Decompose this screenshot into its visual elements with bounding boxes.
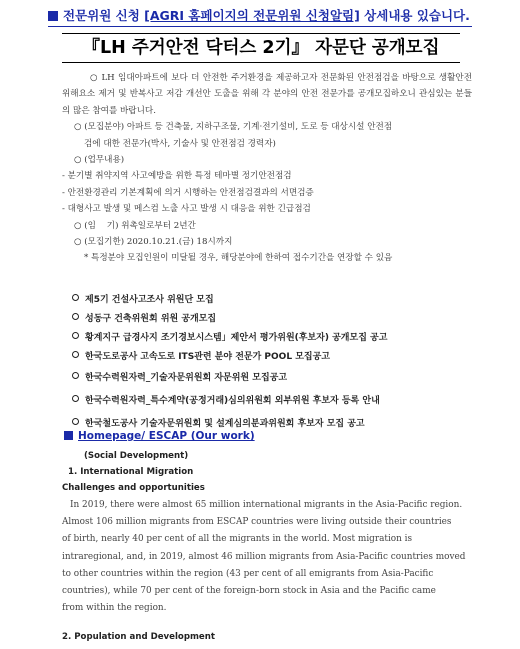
recruitment-notice: [62, 70, 472, 267]
notice-deadline: ○ (모집기한) 2020.10.21.(금) 18시까지: [74, 237, 233, 248]
list-item[interactable]: 황계지구 급경사지 조기경보시스템」제안서 평가위원(후보자) 공개모집 공고: [72, 330, 387, 343]
circle-bullet-icon: [72, 313, 79, 320]
page-title: 『LH 주거안전 닥터스 2기』 자문단 공개모집: [62, 33, 460, 63]
notice-duty-1: - 분기별 취약지역 사고예방을 위한 특정 테마별 정기안전점검: [62, 171, 292, 182]
subheading-migration: 1. International Migration: [68, 467, 194, 477]
banner-prefix: 전문위원 신청: [63, 8, 145, 23]
subheading-challenges: Challenges and opportunities: [62, 483, 205, 493]
circle-bullet-icon: [72, 351, 79, 358]
notice-footnote: * 특정분야 모집인원이 미달될 경우, 해당분야에 한하여 접수기간을 연장할 수 있음: [84, 253, 393, 264]
square-bullet-icon: [64, 431, 73, 440]
notice-duty-heading: ○ (업무내용): [74, 155, 125, 166]
circle-bullet-icon: [72, 418, 79, 425]
agri-link[interactable]: [AGRI 홈페이지의 전문위원 신청알림]: [144, 8, 360, 23]
migration-paragraph: In 2019, there were almost 65 million international migrants in the Asia-Pacific region. Almost 106 million migrants from ESCAP countries were living outside their countries of birth, nearly 40 per cent of all the migrants in the world. Most migration is intraregional, and, in 2019, almost 46 million migrants from Asia-Pacific countries moved to other countries within the region (43 per cent of all emigrants from Asia-Pacific countries), while 70 per cent of the foreign-born stock in Asia and the Pacific came from within the region.: [62, 500, 466, 614]
notice-term: ○ (임 기) 위촉일로부터 2년간: [74, 220, 196, 231]
banner-suffix: 상세내용 있습니다.: [359, 8, 470, 23]
circle-bullet-icon: [72, 372, 79, 379]
notice-intro: ○ LH 임대아파트에 보다 더 안전한 주거환경을 제공하고자 전문화된 안전점검을 바탕으로 생활안전 위해요소 제거 및 반복사고 저감 개선안 도출을 위해 각 분야의 안전 전문가를 공개모집하오니 관심있는 분들의 많은 참여를 바랍니다.: [62, 73, 472, 116]
subheading-social: (Social Development): [84, 451, 189, 461]
apply-banner[interactable]: [48, 6, 472, 27]
notice-duty-3: - 대형사고 발생 및 메스컴 노출 사고 발생 시 대응을 위한 긴급점검: [62, 204, 311, 215]
list-item[interactable]: 제5기 건설사고조사 위원단 모집: [72, 292, 214, 305]
notice-target-line-1: ○ (모집분야) 아파트 등 건축물, 지하구조물, 기계·전기설비, 도로 등 대상시설 안전점: [74, 122, 393, 133]
circle-bullet-icon: [72, 332, 79, 339]
square-bullet-icon: [48, 11, 58, 21]
notice-duty-2: - 안전환경관리 기본계획에 의거 시행하는 안전점검결과의 서면검증: [62, 187, 314, 198]
subheading-population: 2. Population and Development: [62, 632, 215, 642]
list-item[interactable]: 한국도로공사 고속도로 ITS관련 분야 전문가 POOL 모집공고: [72, 349, 330, 362]
list-item[interactable]: 한국수력원자력_기술자문위원회 자문위원 모집공고: [72, 370, 287, 383]
list-item[interactable]: 한국수력원자력_특수계약(공정거래)심의위원회 외부위원 후보자 등록 안내: [72, 393, 380, 406]
list-item[interactable]: 한국철도공사 기술자문위원회 및 설계심의분과위원회 후보자 모집 공고: [72, 416, 365, 429]
circle-bullet-icon: [72, 395, 79, 402]
circle-bullet-icon: [72, 294, 79, 301]
notice-target-line-2: 검에 대한 전문가(박사, 기술사 및 안전점검 경력자): [84, 138, 276, 149]
section-heading[interactable]: Homepage/ ESCAP (Our work): [64, 430, 255, 442]
list-item[interactable]: 성동구 건축위원회 위원 공개모집: [72, 311, 216, 324]
